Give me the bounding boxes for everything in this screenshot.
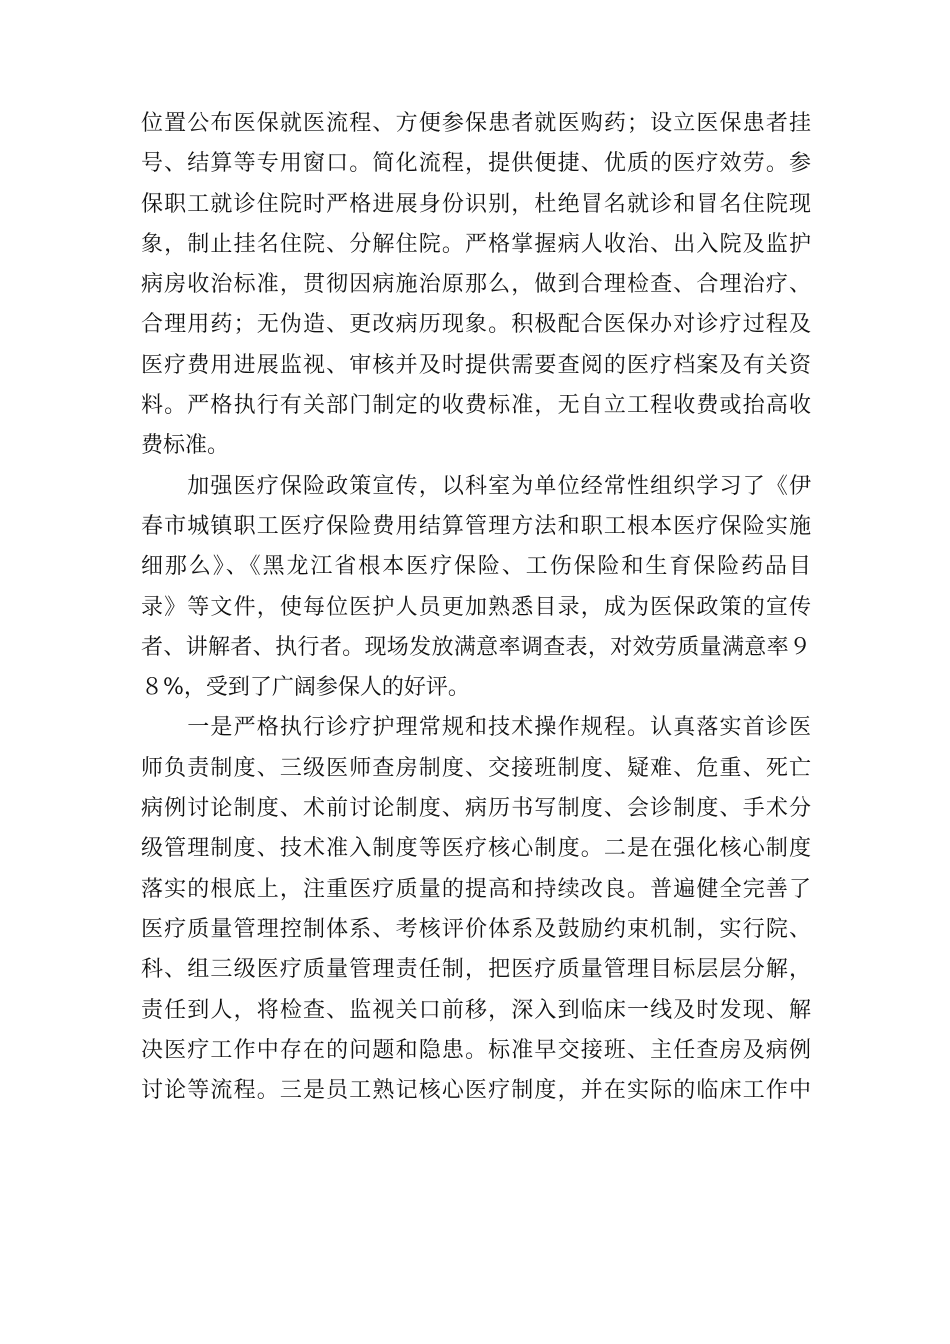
paragraph-3-line: 责任到人，将检查、监视关口前移，深入到临床一线及时发现、解 bbox=[141, 997, 811, 1023]
paragraph-2-line: 春市城镇职工医疗保险费用结算管理方法和职工根本医疗保险实施 bbox=[141, 513, 811, 539]
paragraph-3-line: 决医疗工作中存在的问题和隐患。标准早交接班、主任查房及病例 bbox=[141, 1037, 811, 1063]
body-text bbox=[141, 104, 811, 1111]
paragraph-3-line: 级管理制度、技术准入制度等医疗核心制度。二是在强化核心制度 bbox=[141, 836, 811, 862]
paragraph-3-line: 落实的根底上，注重医疗质量的提高和持续改良。普遍健全完善了 bbox=[141, 876, 811, 902]
paragraph-3-line: 讨论等流程。三是员工熟记核心医疗制度，并在实际的临床工作中 bbox=[141, 1078, 811, 1104]
paragraph-1-line: 象，制止挂名住院、分解住院。严格掌握病人收治、出入院及监护 bbox=[141, 231, 811, 257]
paragraph-3-line: 一是严格执行诊疗护理常规和技术操作规程。认真落实首诊医 bbox=[141, 715, 811, 741]
paragraph-1-line: 医疗费用进展监视、审核并及时提供需要查阅的医疗档案及有关资 bbox=[141, 352, 811, 378]
paragraph-2-line: 者、讲解者、执行者。现场发放满意率调查表，对效劳质量满意率９ bbox=[141, 634, 811, 660]
paragraph-3-line: 科、组三级医疗质量管理责任制，把医疗质量管理目标层层分解， bbox=[141, 957, 811, 983]
paragraph-3-line: 医疗质量管理控制体系、考核评价体系及鼓励约束机制，实行院、 bbox=[141, 916, 811, 942]
paragraph-1-line: 保职工就诊住院时严格进展身份识别，杜绝冒名就诊和冒名住院现 bbox=[141, 191, 811, 217]
paragraph-1-line: 病房收治标准，贯彻因病施治原那么，做到合理检查、合理治疗、 bbox=[141, 272, 811, 298]
paragraph-1-line: 合理用药；无伪造、更改病历现象。积极配合医保办对诊疗过程及 bbox=[141, 312, 811, 338]
paragraph-2-line: 加强医疗保险政策宣传，以科室为单位经常性组织学习了《伊 bbox=[141, 473, 811, 499]
paragraph-2-line: 细那么》、《黑龙江省根本医疗保险、工伤保险和生育保险药品目 bbox=[141, 554, 811, 580]
paragraph-2-line: 录》等文件，使每位医护人员更加熟悉目录，成为医保政策的宣传 bbox=[141, 594, 811, 620]
paragraph-1-line: 位置公布医保就医流程、方便参保患者就医购药；设立医保患者挂 bbox=[141, 111, 811, 136]
paragraph-3-line: 病例讨论制度、术前讨论制度、病历书写制度、会诊制度、手术分 bbox=[141, 796, 811, 822]
paragraph-2-line: ８%，受到了广阔参保人的好评。 bbox=[141, 675, 470, 701]
paragraph-3-line: 师负责制度、三级医师查房制度、交接班制度、疑难、危重、死亡 bbox=[141, 755, 811, 781]
paragraph-1-line: 号、结算等专用窗口。简化流程，提供便捷、优质的医疗效劳。参 bbox=[141, 151, 811, 177]
paragraph-1-line: 费标准。 bbox=[141, 433, 230, 459]
paragraph-1-line: 料。严格执行有关部门制定的收费标准，无自立工程收费或抬高收 bbox=[141, 393, 811, 419]
